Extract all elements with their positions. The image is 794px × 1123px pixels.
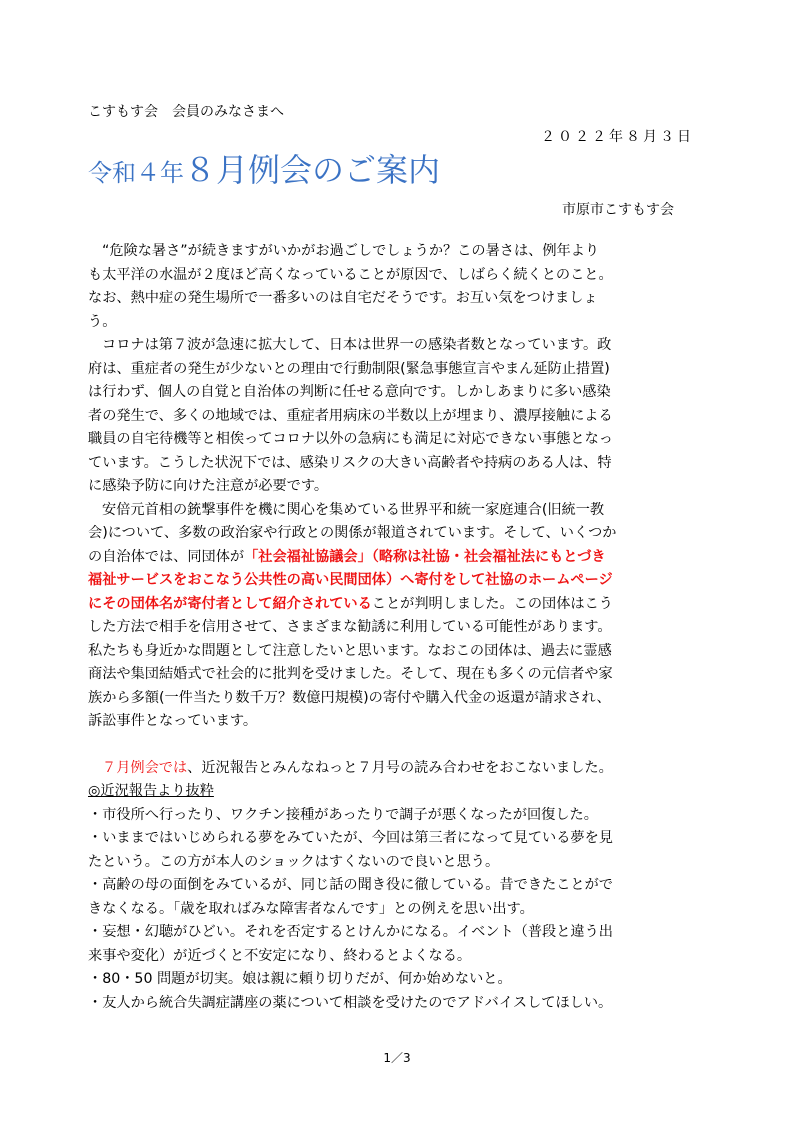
text-line: した方法で相手を信用させて、さまざまな勧誘に利用している可能性があります。 bbox=[88, 619, 612, 635]
text-line: 訴訟事件となっています。 bbox=[88, 713, 258, 729]
text-line: 者の発生で、多くの地域では、重症者用病床の半数以上が埋まり、濃厚接触による bbox=[88, 407, 613, 424]
text-line: う。 bbox=[88, 313, 117, 330]
text-line: 会)について、多数の政治家や行政との関係が報道されています。そして、いくつか bbox=[88, 525, 617, 541]
text-line: コロナは第７波が急速に拡大して、日本は世界一の感染者数となっています。政 bbox=[102, 337, 612, 353]
text-line: なお、熱中症の発生場所で一番多いのは自宅だそうです。お互い気をつけましょ bbox=[88, 290, 598, 306]
text-line: 職員の自宅待機等と相俟ってコロナ以外の急病にも満足に対応できない事態となっ bbox=[88, 431, 613, 447]
spacer bbox=[88, 734, 708, 757]
text-line: 安倍元首相の銃撃事件を機に関心を集めている世界平和統一家庭連合(旧統一教 bbox=[102, 501, 605, 518]
text-line bbox=[88, 757, 708, 781]
text-line: “危険な暑さ”が続きますがいかがお過ごしでしょうか？この暑さは、例年より bbox=[102, 243, 600, 259]
list-item: ・妄想・幻聴がひどい。それを否定するとけんかになる。イベント（普段と違う出 bbox=[88, 924, 613, 940]
text-line: 府は、重症者の発生が少ないとの理由で行動制限(緊急事態宣言やまん延防止措置) bbox=[88, 360, 610, 377]
text-line bbox=[88, 593, 708, 617]
text-segment: ことが判明しました。この団体はこう bbox=[371, 595, 613, 612]
body-text bbox=[88, 240, 708, 1015]
text-line: 族から多額(一件当たり数千万？数億円規模)の寄付や購入代金の返還が請求され、 bbox=[88, 689, 611, 706]
date: ２０２２年８月３日 bbox=[541, 129, 694, 145]
text-line: 商法や集団結婚式で社会的に批判を受けました。そして、現在も多くの元信者や家 bbox=[88, 666, 613, 682]
list-item-continuation: たという。この方が本人のショックはすくないので良いと思う。 bbox=[88, 853, 500, 870]
list-item: ・友人から統合失調症講座の薬について相談を受けたのでアドバイスしてほしい。 bbox=[88, 994, 613, 1011]
list-item: ・高齢の母の面倒をみているが、同じ話の聞き役に徹している。昔できたことがで bbox=[88, 877, 613, 893]
title-main: ８月例会のご案内 bbox=[184, 151, 441, 189]
highlight-text: にその団体名が寄付者として紹介されている bbox=[88, 595, 372, 612]
paragraph-corona bbox=[88, 334, 708, 499]
organization: 市原市こすもす会 bbox=[562, 202, 674, 218]
report-list bbox=[88, 804, 708, 1016]
list-item: ・市役所へ行ったり、ワクチン接種があったりで調子が悪くなったが回復した。 bbox=[88, 806, 598, 823]
text-line: に感染予防に向けた注意が必要です。 bbox=[88, 478, 329, 494]
list-item: ・いままではいじめられる夢をみていたが、今回は第三者になって見ている夢を見 bbox=[88, 830, 613, 846]
title-prefix: 令和４年 bbox=[88, 159, 184, 187]
paragraph-july bbox=[88, 757, 708, 804]
list-item-continuation: きなくなる。「歳を取ればみな障害者なんです」との例えを思い出す。 bbox=[88, 900, 534, 917]
page-number: 1／3 bbox=[383, 1051, 411, 1065]
text-segment: 、近況報告とみんなねっと７月号の読み合わせをおこないました。 bbox=[187, 759, 613, 776]
text-segment: の自治体では、同団体が bbox=[88, 548, 245, 565]
highlight-text: 福祉サービスをおこなう公共性の高い民間団体）へ寄付をして社協のホームページ bbox=[88, 572, 613, 588]
section-heading: ◎近況報告より抜粋 bbox=[88, 783, 214, 799]
text-line: は行わず、個人の自覚と自治体の判断に任せる意向です。しかしあまりに多い感染 bbox=[88, 384, 611, 400]
text-line: ています。こうした状況下では、感染リスクの大きい高齢者や持病のある人は、特 bbox=[88, 454, 612, 471]
paragraph-church bbox=[88, 499, 708, 734]
list-item: ・80・50 問題が切実。娘は親に頼り切りだが、何か始めないと。 bbox=[88, 971, 512, 987]
list-item-continuation: 来事や変化）が近づくと不安定になり、終わるとよくなる。 bbox=[88, 947, 472, 964]
text-line bbox=[88, 546, 708, 570]
highlight-text: ７月例会では bbox=[102, 759, 188, 776]
paragraph-heat bbox=[88, 240, 708, 334]
text-line: 私たちも身近かな問題として注意したいと思います。なおこの団体は、過去に霊感 bbox=[88, 642, 612, 659]
page-title bbox=[88, 152, 440, 191]
highlight-text: 「社会福祉協議会」（略称は社協・社会福祉法にもとづき bbox=[244, 548, 606, 565]
greeting: こすもす会 会員のみなさまへ bbox=[88, 104, 284, 120]
text-line: も太平洋の水温が２度ほど高くなっていることが原因で、しばらく続くとのこと。 bbox=[88, 266, 613, 283]
